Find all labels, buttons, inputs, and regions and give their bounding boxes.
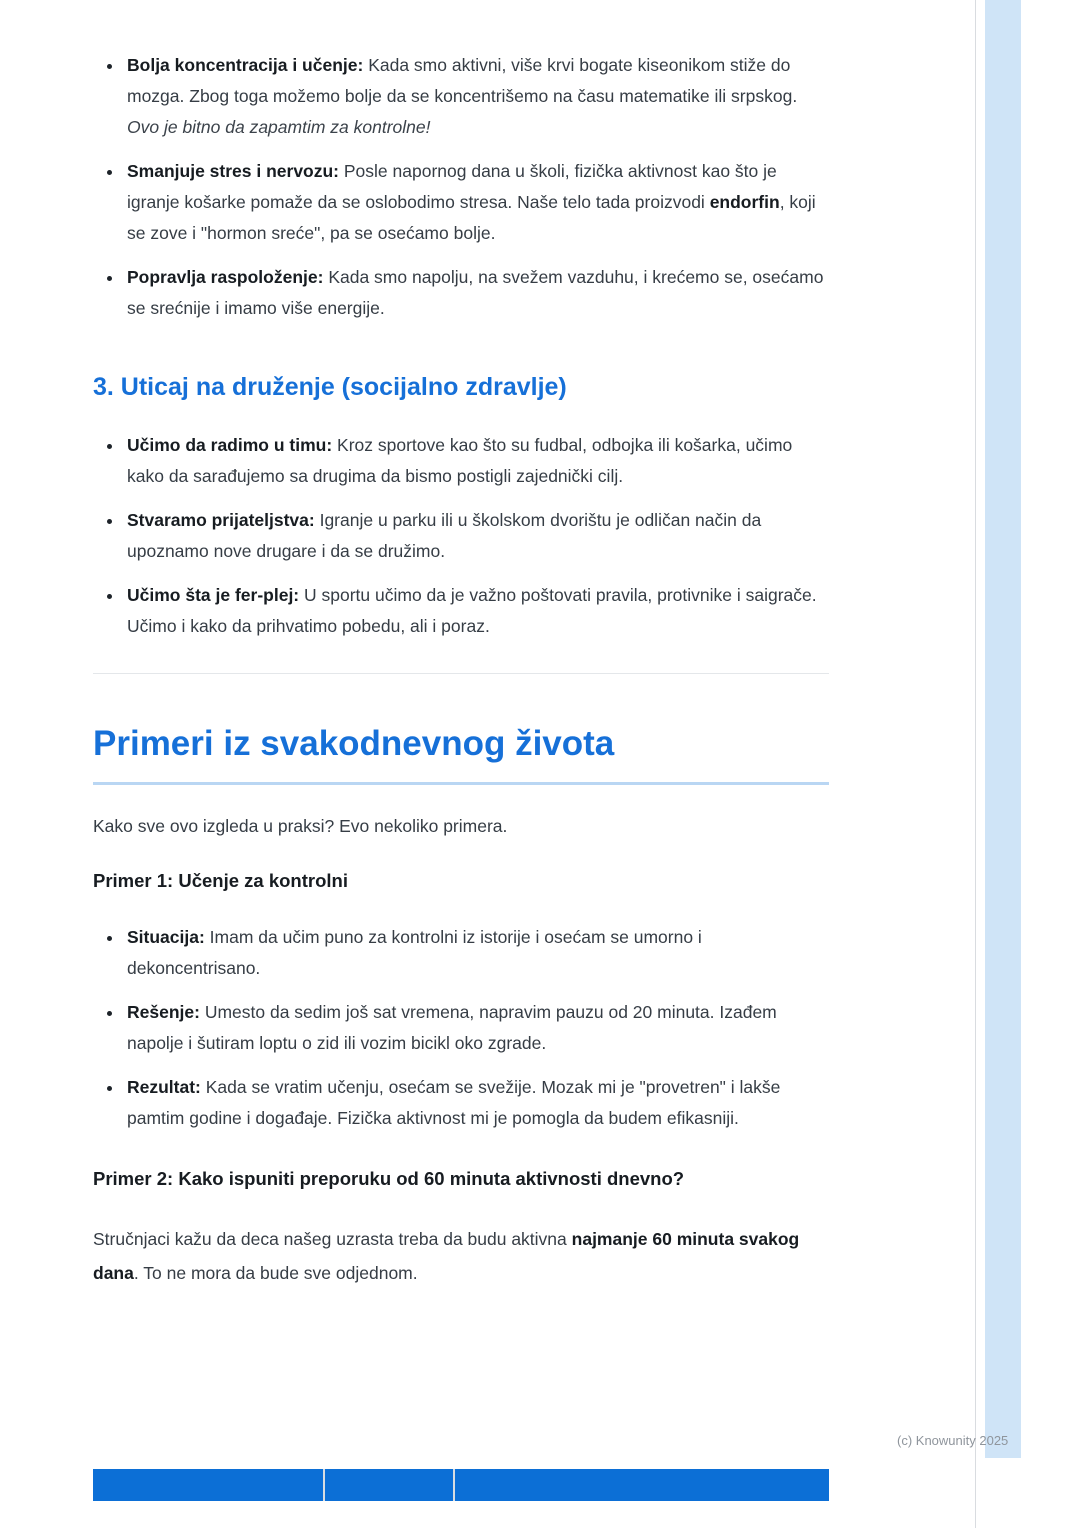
intro-paragraph: Kako sve ovo izgleda u praksi? Evo nekoliko primera. xyxy=(93,816,508,836)
primer2-paragraph xyxy=(93,1222,829,1290)
paragraph-text: Stručnjaci kažu da deca našeg uzrasta treba da budu aktivna xyxy=(93,1229,572,1249)
list-item-lead: Rešenje: xyxy=(127,1002,200,1022)
list-item-lead: Učimo šta je fer-plej: xyxy=(127,585,300,605)
list-item xyxy=(124,50,829,143)
list-item xyxy=(124,580,829,642)
list-item xyxy=(124,1072,829,1134)
list-item-lead: Popravlja raspoloženje: xyxy=(127,267,324,287)
list-item-lead: Učimo da radimo u timu: xyxy=(127,435,333,455)
primer1-list xyxy=(93,922,829,1134)
table-header-cell xyxy=(93,1469,325,1501)
list-item xyxy=(124,505,829,567)
examples-heading: Primeri iz svakodnevnog života xyxy=(93,722,829,785)
table-header-cell xyxy=(325,1469,455,1501)
list-item xyxy=(124,922,829,984)
table-header-bar xyxy=(93,1469,829,1501)
table-header-cell xyxy=(455,1469,829,1501)
list-item xyxy=(124,430,829,492)
section-heading-social: 3. Uticaj na druženje (socijalno zdravlje) xyxy=(93,373,567,401)
list-item-lead: Bolja koncentracija i učenje: xyxy=(127,55,364,75)
list-item-text: Imam da učim puno za kontrolni iz istorije i osećam se umorno i dekoncentrisano. xyxy=(127,927,702,978)
benefits-list xyxy=(93,50,829,324)
list-item xyxy=(124,997,829,1059)
content-divider xyxy=(93,673,829,674)
list-item-emphasis: endorfin xyxy=(709,192,780,212)
list-item-note: Ovo je bitno da zapamtim za kontrolne! xyxy=(127,117,431,137)
list-item-text: Kada smo napolju, na svežem vazduhu, i krećemo se, osećamo se srećnije i imamo više energije. xyxy=(127,267,824,318)
document-content xyxy=(93,0,829,1290)
list-item-lead: Stvaramo prijateljstva: xyxy=(127,510,315,530)
list-item-text: U sportu učimo da je važno poštovati pravila, protivnike i saigrače. Učimo i kako da prihvatimo pobedu, ali i poraz. xyxy=(127,585,817,636)
social-list xyxy=(93,430,829,642)
primer2-heading: Primer 2: Kako ispuniti preporuku od 60 minuta aktivnosti dnevno? xyxy=(93,1168,685,1189)
page-right-border xyxy=(975,0,976,1528)
list-item-text: Posle napornog dana u školi, fizička aktivnost kao što je igranje košarke pomaže da se oslobodimo stresa. Naše telo tada proizvodi xyxy=(127,161,777,212)
list-item xyxy=(124,156,829,249)
list-item-lead: Situacija: xyxy=(127,927,205,947)
list-item-text: Kada smo aktivni, više krvi bogate kiseonikom stiže do mozga. Zbog toga možemo bolje da se koncentrišemo na času matematike ili srpskog. xyxy=(127,55,798,106)
scrollbar-thumb[interactable] xyxy=(985,0,1021,1458)
list-item-text: Umesto da sedim još sat vremena, napravim pauzu od 20 minuta. Izađem napolje i šutiram loptu o zid ili vozim bicikl oko zgrade. xyxy=(127,1002,777,1053)
list-item-text: Kada se vratim učenju, osećam se svežije. Mozak mi je "provetren" i lakše pamtim godine i događaje. Fizička aktivnost mi je pomogla da budem efikasniji. xyxy=(127,1077,781,1128)
list-item-text: , koji se zove i "hormon sreće", pa se osećamo bolje. xyxy=(127,192,816,243)
list-item-text: Kroz sportove kao što su fudbal, odbojka ili košarka, učimo kako da sarađujemo sa drugima da bismo postigli zajednički cilj. xyxy=(127,435,793,486)
list-item-lead: Rezultat: xyxy=(127,1077,201,1097)
primer1-heading: Primer 1: Učenje za kontrolni xyxy=(93,870,348,891)
paragraph-text: . To ne mora da bude sve odjednom. xyxy=(133,1263,418,1283)
list-item xyxy=(124,262,829,324)
list-item-text: Igranje u parku ili u školskom dvorištu je odličan način da upoznamo nove drugare i da se družimo. xyxy=(127,510,762,561)
footer-credit: (c) Knowunity 2025 xyxy=(897,1433,1009,1448)
paragraph-emphasis: najmanje 60 minuta svakog dana xyxy=(93,1229,800,1283)
list-item-lead: Smanjuje stres i nervozu: xyxy=(127,161,340,181)
